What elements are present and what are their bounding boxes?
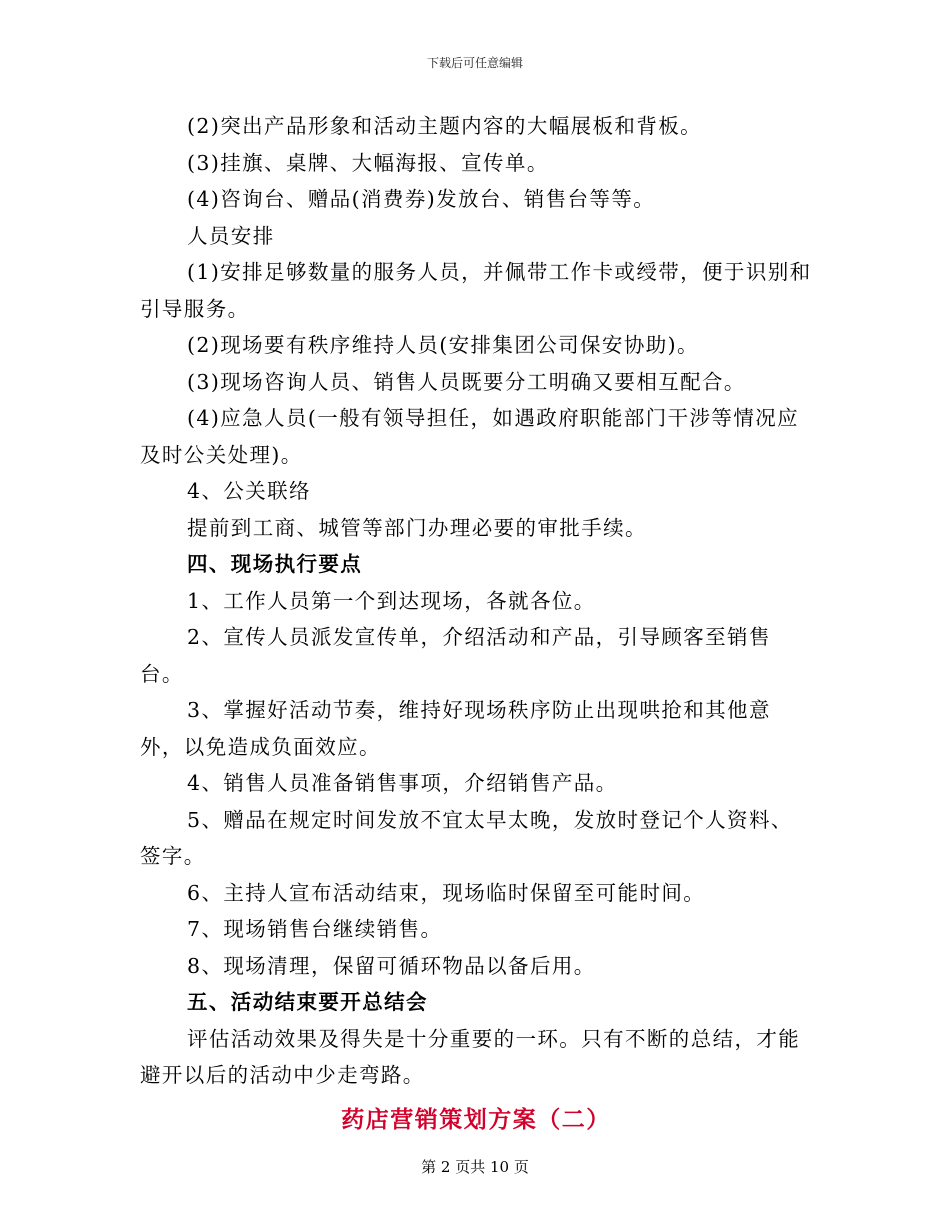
- section-title: 药店营销策划方案（二）: [341, 1106, 611, 1133]
- paragraph: (2)现场要有秩序维持人员(安排集团公司保安协助)。: [187, 333, 699, 357]
- section-heading: 五、活动结束要开总结会: [187, 990, 428, 1014]
- paragraph: 提前到工商、城管等部门办理必要的审批手续。: [187, 515, 647, 540]
- paragraph: 3、掌握好活动节奏，维持好现场秩序防止出现哄抢和其他意外，以免造成负面效应。: [140, 698, 771, 759]
- paragraph: 1、工作人员第一个到达现场，各就各位。: [187, 588, 596, 613]
- paragraph: 7、现场销售台继续销售。: [187, 917, 443, 941]
- paragraph: (4)应急人员(一般有领导担任，如遇政府职能部门干涉等情况应及时公关处理)。: [140, 406, 800, 467]
- paragraph: 评估活动效果及得失是十分重要的一环。只有不断的总结，才能避开以后的活动中少走弯路。: [140, 1026, 801, 1087]
- paragraph: (3)现场咨询人员、销售人员既要分工明确又要相互配合。: [187, 369, 746, 394]
- paragraph: (4)咨询台、赠品(消费券)发放台、销售台等等。: [187, 187, 656, 211]
- page-footer: 第 2 页共 10 页: [421, 1158, 529, 1176]
- paragraph: 5、赠品在规定时间发放不宜太早太晚，发放时登记个人资料、签字。: [140, 807, 793, 868]
- paragraph: 2、宣传人员派发宣传单，介绍活动和产品，引导顾客至销售台。: [140, 625, 771, 686]
- document-body: [140, 108, 812, 1140]
- paragraph: (1)安排足够数量的服务人员，并佩带工作卡或绶带，便于识别和引导服务。: [140, 260, 812, 321]
- paragraph: 人员安排: [187, 223, 275, 248]
- paragraph: 4、公关联络: [187, 479, 311, 503]
- page-header-note: 下载后可任意编辑: [426, 56, 523, 70]
- section-heading: 四、现场执行要点: [187, 552, 363, 576]
- paragraph: 6、主持人宣布活动结束，现场临时保留至可能时间。: [187, 880, 706, 905]
- paragraph: (3)挂旗、桌牌、大幅海报、宣传单。: [187, 150, 549, 175]
- paragraph: 4、销售人员准备销售事项，介绍销售产品。: [187, 771, 618, 795]
- paragraph: (2)突出产品形象和活动主题内容的大幅展板和背板。: [187, 114, 703, 138]
- paragraph: 8、现场清理，保留可循环物品以备后用。: [187, 953, 596, 978]
